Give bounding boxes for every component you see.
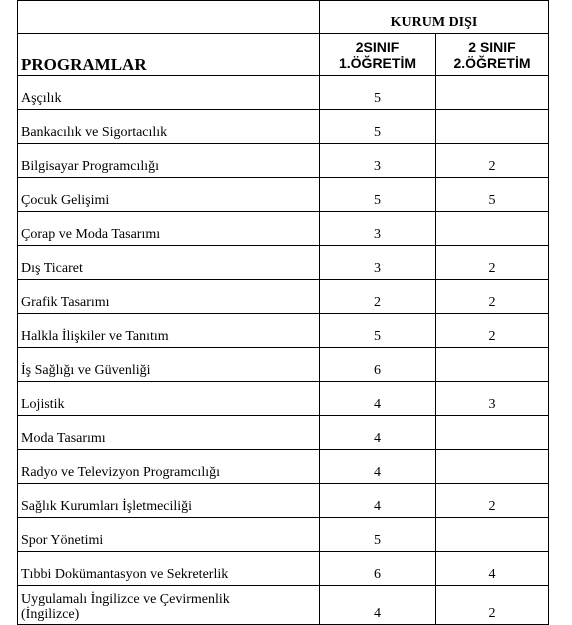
column-header-first-line2: 1.ÖĞRETİM [338, 54, 416, 71]
program-name: Bilgisayar Programcılığı [18, 144, 320, 178]
first-education-value: 3 [320, 246, 436, 280]
table-row [18, 552, 549, 586]
header-row-columns [18, 34, 549, 76]
table-row [18, 144, 549, 178]
program-name: Grafik Tasarımı [18, 280, 320, 314]
program-name [18, 586, 320, 625]
second-education-value [436, 110, 549, 144]
table-row [18, 450, 549, 484]
program-name: Halkla İlişkiler ve Tanıtım [18, 314, 320, 348]
first-education-value: 4 [320, 382, 436, 416]
first-education-value: 6 [320, 552, 436, 586]
table-row [18, 348, 549, 382]
program-name: Çorap ve Moda Tasarımı [18, 212, 320, 246]
second-education-value [436, 518, 549, 552]
program-name: Lojistik [18, 382, 320, 416]
table-row [18, 280, 549, 314]
program-name: Çocuk Gelişimi [18, 178, 320, 212]
second-education-value: 2 [436, 144, 549, 178]
first-education-value: 5 [320, 76, 436, 110]
program-name: Dış Ticaret [18, 246, 320, 280]
program-name-line2: (İngilizce) [21, 607, 80, 622]
first-education-value: 2 [320, 280, 436, 314]
second-education-value: 3 [436, 382, 549, 416]
table-row [18, 246, 549, 280]
second-education-value [436, 416, 549, 450]
first-education-value: 4 [320, 586, 436, 625]
second-education-value: 2 [436, 484, 549, 518]
programs-header: PROGRAMLAR [18, 34, 320, 76]
program-name: Bankacılık ve Sigortacılık [18, 110, 320, 144]
second-education-value [436, 76, 549, 110]
first-education-value: 5 [320, 314, 436, 348]
program-name: Sağlık Kurumları İşletmeciliği [18, 484, 320, 518]
table-row [18, 484, 549, 518]
program-name: Radyo ve Televizyon Programcılığı [18, 450, 320, 484]
quota-table [17, 0, 549, 625]
header-row-group [18, 1, 549, 34]
table-row [18, 110, 549, 144]
table-row [18, 416, 549, 450]
program-name: Moda Tasarımı [18, 416, 320, 450]
table-row [18, 586, 549, 625]
program-name: Spor Yönetimi [18, 518, 320, 552]
second-education-value [436, 212, 549, 246]
column-header-second-line1: 2 SINIF [468, 38, 516, 55]
table-row [18, 382, 549, 416]
program-name-line1: Uygulamalı İngilizce ve Çevirmenlik [21, 592, 230, 607]
second-education-value: 5 [436, 178, 549, 212]
table-row [18, 178, 549, 212]
second-education-value: 2 [436, 586, 549, 625]
first-education-value: 5 [320, 518, 436, 552]
second-education-value [436, 348, 549, 382]
second-education-value [436, 450, 549, 484]
second-education-value: 2 [436, 280, 549, 314]
group-header: KURUM DIŞI [320, 1, 549, 34]
program-name: Tıbbi Dokümantasyon ve Sekreterlik [18, 552, 320, 586]
program-name: İş Sağlığı ve Güvenliği [18, 348, 320, 382]
first-education-value: 3 [320, 144, 436, 178]
column-header-first-line1: 2SINIF [355, 38, 400, 55]
table-row [18, 212, 549, 246]
first-education-value: 5 [320, 178, 436, 212]
table-row [18, 76, 549, 110]
table-row [18, 314, 549, 348]
first-education-value: 5 [320, 110, 436, 144]
column-header-first-education [320, 34, 436, 76]
second-education-value: 2 [436, 246, 549, 280]
first-education-value: 4 [320, 450, 436, 484]
header-empty-cell [18, 1, 320, 34]
second-education-value: 4 [436, 552, 549, 586]
first-education-value: 3 [320, 212, 436, 246]
program-name: Aşçılık [18, 76, 320, 110]
second-education-value: 2 [436, 314, 549, 348]
first-education-value: 4 [320, 416, 436, 450]
first-education-value: 6 [320, 348, 436, 382]
column-header-second-education [436, 34, 549, 76]
table-row [18, 518, 549, 552]
first-education-value: 4 [320, 484, 436, 518]
column-header-second-line2: 2.ÖĞRETİM [453, 54, 531, 71]
